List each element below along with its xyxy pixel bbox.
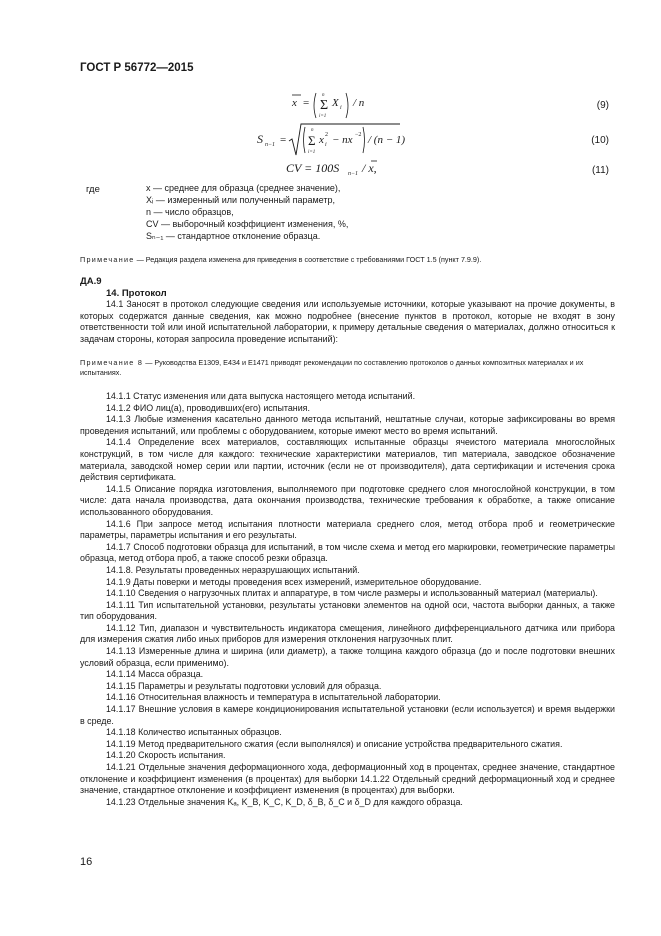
note-editorial (80, 255, 615, 265)
svg-text:Σ: Σ (308, 133, 316, 148)
list-item: 14.1.20 Скорость испытания. (106, 750, 226, 761)
list-item: 14.1.18 Количество испытанных образцов. (106, 727, 282, 738)
formula-11 (284, 158, 394, 178)
list-item: 14.1.12 Тип, диапазон и чувствительность индикатора смещения, линейного дифференциального датчика или прибора для измерения сжатия либо иных приборов для измерения отклонения нагрузочных плит. (80, 622, 615, 645)
paragraph-text: 14.1 Заносят в протокол следующие сведения или используемые источники, которые указывают на прочие документы, в которых содержатся данные сведения, как можно подробнее (внесение пунктов в протокол, которые не входят в зону ответственности той или иной испытательной лаборатории, к примеру детальные сведения о материалах, должно относиться к задачам стороны, которая запросила проведение испытаний): (80, 299, 615, 344)
legend-item: x — среднее для образца (среднее значение), (146, 183, 341, 193)
formula-10-term-a-sup: 2 (325, 132, 328, 138)
note-text: — Руководства Е1309, Е434 и Е1471 приводят рекомендации по составлению протоколов о данных композитных материалах и их испытаниях. (80, 358, 584, 377)
list-item: 14.1.1 Статус изменения или дата выпуска настоящего метода испытаний. (106, 391, 416, 401)
equation-number-10: (10) (591, 135, 609, 146)
legend-item: Xᵢ — измеренный или полученный параметр, (146, 195, 335, 205)
list-item: 14.1.19 Метод предварительного сжатия (если выполнялся) и описание устройства предварительного сжатия. (106, 738, 563, 749)
equation-number-9: (9) (596, 100, 609, 111)
list-item: 14.1.21 Отдельные значения деформационного хода, деформационный ход в процентах, среднее значение, стандартное отклонение и коэффициент изменения (в процентах) для выборки 14.1.22 Отдельный средний деформационный ход и среднее значение, стандартное отклонение и коэффициент изменения (в процентах) для выборки. (80, 762, 615, 796)
paragraph-14-1 (80, 299, 615, 345)
note-text: — Редакция раздела изменена для приведения в соответствие с требованиями ГОСТ 1.5 (пункт 7.9.9). (134, 255, 482, 264)
list-item: 14.1.4 Определение всех материалов, составляющих испытанные образцы ячеистого материала многослойных конструкций, в том числе для каждого: технические характеристики материалов, тип материала, заводское обозначение материала, заводской номер серии или партии, источник (если не от производителя), дата сертификации и истечения срока действия сертификата. (80, 437, 615, 483)
formula-9-lhs: x (292, 97, 297, 109)
formula-9-sum-top: n (322, 93, 325, 98)
formula-11-sub: n−1 (348, 171, 359, 177)
formula-9-var: X (332, 97, 339, 109)
formula-9 (280, 90, 400, 122)
svg-text:n: n (311, 128, 314, 133)
svg-text:=: = (280, 134, 287, 146)
section-heading (80, 276, 615, 299)
formula-10-term-b: − nx (332, 134, 353, 146)
list-item: 14.1.3 Любые изменения касательно данного метода испытаний, нештатные случаи, которые зафиксированы во время проведения испытаний, или проблемы с оборудованием, которые имеют место во время испытаний. (80, 414, 615, 436)
formula-10 (255, 121, 415, 159)
note-8 (80, 358, 615, 378)
list-item: 14.1.13 Измеренные длина и ширина (или диаметр), а также толщина каждого образца (до и после подготовки внешних условий образца, если применимо). (80, 646, 615, 668)
formula-9-sum-bottom: i=1 (319, 114, 327, 119)
where-label: где (86, 184, 100, 195)
list-item: 14.1.2 ФИО лиц(а), проводивших(его) испытания. (106, 402, 310, 413)
formula-10-term-c: / (n − 1) (368, 134, 406, 146)
svg-text:i=1: i=1 (308, 150, 316, 155)
list-item: 14.1.15 Параметры и результаты подготовки условий для образца. (106, 680, 382, 691)
list-item: 14.1.9 Даты поверки и методы проведения всех измерений, измерительное оборудование. (106, 576, 482, 587)
list-item: 14.1.10 Сведения о нагрузочных плитах и аппаратуре, в том числе размеры и использованный материал (материалы). (106, 588, 598, 599)
formula-9-rhs: / n (353, 97, 365, 109)
list-item: 14.1.14 Масса образца. (106, 669, 204, 680)
formula-9-var-sub: i (340, 105, 342, 111)
note-label: Примечание (80, 255, 135, 264)
legend-item: n — число образцов, (146, 207, 234, 217)
legend-item: Sₙ₋₁ — стандартное отклонение образца. (146, 231, 321, 241)
legend-list (146, 182, 348, 242)
formula-10-lhs-sub: n−1 (265, 142, 276, 148)
list-item: 14.1.23 Отдельные значения Kₐ, K_B, K_C, K_D, δ_B, δ_C и δ_D для каждого образца. (106, 796, 463, 807)
formula-10-term-a: x (319, 134, 324, 146)
formula-10-term-b-sup: −2 (355, 132, 362, 138)
formula-10-term-a-sub: i (325, 142, 327, 148)
section-title: 14. Протокол (106, 287, 167, 299)
formula-11-main: CV = 100S (286, 161, 340, 175)
formula-10-lhs: S (257, 132, 263, 146)
list-item: 14.1.5 Описание порядка изготовления, выполняемого при подготовке среднего слоя многослойной конструкции, в том числе: дата начала производства, дата окончания производства, технические требования к обработке, а также описание использованного оборудования. (80, 483, 615, 517)
section-code: ДА.9 (80, 276, 102, 287)
items-list (80, 391, 615, 808)
page-number: 16 (80, 856, 93, 868)
note-label: Примечание 8 (80, 358, 144, 367)
formula-11-tail: / x, (362, 161, 377, 175)
equation-number-11: (11) (591, 165, 609, 176)
list-item: 14.1.11 Тип испытательной установки, результаты установки элементов на одной оси, частота выборки данных, а также тип оборудования. (80, 599, 615, 622)
svg-text:Σ: Σ (320, 98, 329, 113)
list-item: 14.1.7 Способ подготовки образца для испытаний, в том числе схема и метод его маркировки, геометрические параметры образца, метод отбора проб, а также способ резки образца. (80, 541, 615, 564)
svg-text:=: = (303, 97, 310, 109)
list-item: 14.1.8. Результаты проведенных неразрушающих испытаний. (106, 564, 360, 575)
list-item: 14.1.17 Внешние условия в камере кондиционирования испытательной установки (если используется) и время выдержки в среде. (80, 704, 615, 726)
list-item: 14.1.6 При запросе метод испытания плотности материала среднего слоя, метод отбора проб и геометрические параметры, параметры испытания и его результаты. (80, 518, 615, 541)
standard-header: ГОСТ Р 56772—2015 (80, 62, 194, 74)
list-item: 14.1.16 Относительная влажность и температура в испытательной лаборатории. (106, 692, 441, 703)
legend-item: CV — выборочный коэффициент изменения, %, (146, 219, 349, 229)
